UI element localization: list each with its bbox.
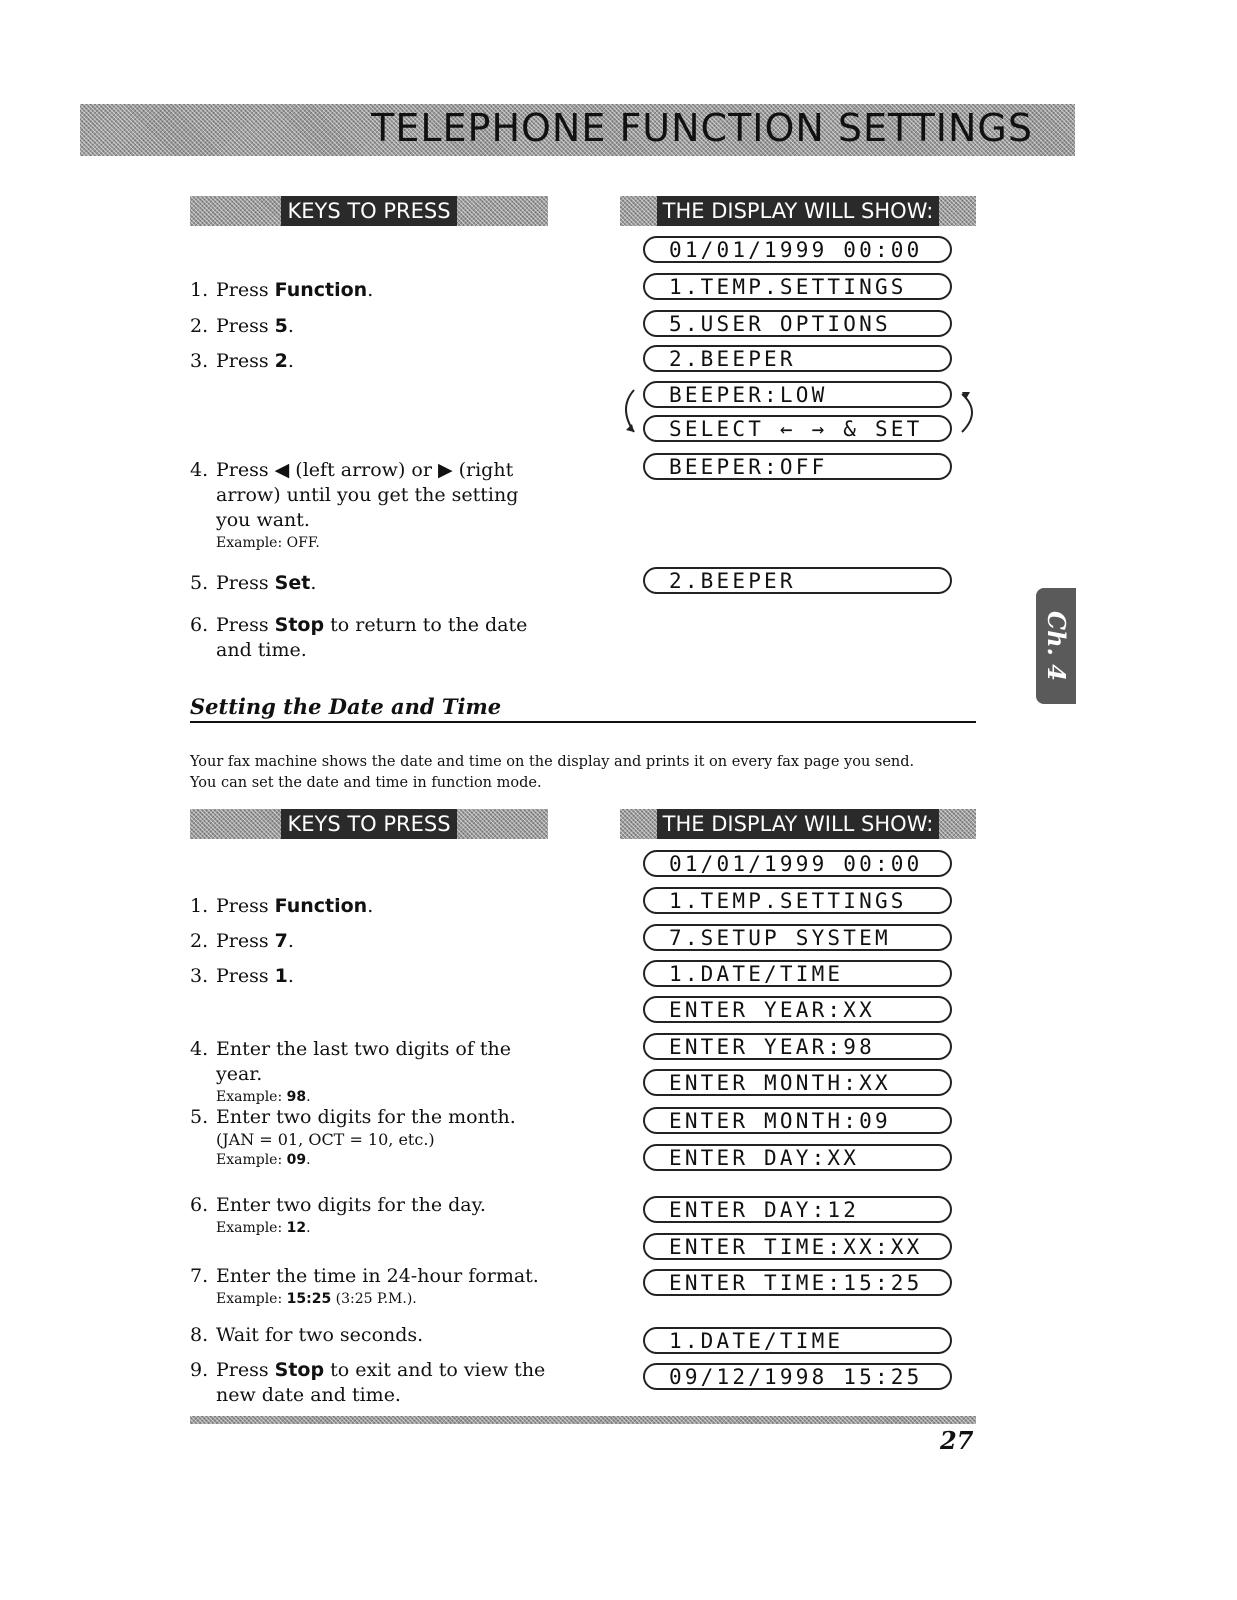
step-key: Function bbox=[274, 279, 368, 301]
lcd-display bbox=[643, 345, 952, 372]
step-example bbox=[216, 1087, 548, 1107]
lcd-text: 01/01/1999 00:00 bbox=[669, 852, 923, 876]
lcd-text: ENTER DAY:12 bbox=[669, 1198, 860, 1222]
lcd-display bbox=[643, 567, 952, 594]
step-number: 3. bbox=[190, 350, 209, 372]
lcd-display bbox=[643, 1327, 952, 1354]
lcd-display bbox=[643, 1269, 952, 1296]
step-key: Function bbox=[274, 895, 368, 917]
step-text: Press bbox=[216, 1359, 275, 1381]
lcd-text: ENTER DAY:XX bbox=[669, 1146, 860, 1170]
step-number: 7. bbox=[190, 1265, 209, 1287]
step-number: 8. bbox=[190, 1324, 209, 1346]
lcd-display bbox=[643, 887, 952, 914]
step-key: 2 bbox=[274, 350, 288, 372]
step-example: Example: OFF. bbox=[216, 535, 320, 551]
lcd-text: ENTER TIME:XX:XX bbox=[669, 1235, 923, 1259]
step-key: 1 bbox=[274, 965, 288, 987]
lcd-display bbox=[643, 1033, 952, 1060]
lcd-text: ENTER MONTH:XX bbox=[669, 1071, 891, 1095]
example-suffix: . bbox=[306, 1220, 311, 1236]
step-text: to exit and to view the new date and time. bbox=[216, 1359, 546, 1406]
step-text: Press bbox=[216, 350, 275, 372]
step-text: . bbox=[287, 930, 294, 952]
step-number: 5. bbox=[190, 572, 209, 594]
example-prefix: Example: bbox=[216, 1089, 287, 1105]
step-number: 1. bbox=[190, 895, 209, 917]
alternate-arrow-right-icon bbox=[952, 386, 986, 438]
step-number: 2. bbox=[190, 930, 209, 952]
step-text: . bbox=[367, 279, 374, 301]
chapter-tab bbox=[1036, 588, 1076, 704]
step-number: 3. bbox=[190, 965, 209, 987]
keys-to-press-label: KEYS TO PRESS bbox=[281, 809, 456, 839]
lcd-text: 7.SETUP SYSTEM bbox=[669, 926, 891, 950]
example-value: 98 bbox=[286, 1089, 307, 1105]
step-key: Stop bbox=[274, 1359, 325, 1381]
lcd-text: 1.TEMP.SETTINGS bbox=[669, 275, 907, 299]
intro-line: You can set the date and time in function mode. bbox=[190, 775, 542, 791]
step-key: 5 bbox=[274, 315, 288, 337]
lcd-text: ENTER MONTH:09 bbox=[669, 1109, 891, 1133]
step-text: Enter two digits for the month. bbox=[216, 1106, 516, 1128]
step-text: Press bbox=[216, 930, 275, 952]
step-text: . bbox=[310, 572, 317, 594]
keys-to-press-header bbox=[190, 196, 548, 226]
lcd-text: BEEPER:LOW bbox=[669, 383, 828, 407]
lcd-text: ENTER TIME:15:25 bbox=[669, 1271, 923, 1295]
step-note: (JAN = 01, OCT = 10, etc.) bbox=[216, 1130, 435, 1149]
page-header-title: TELEPHONE FUNCTION SETTINGS bbox=[371, 106, 1033, 150]
step-key: Stop bbox=[274, 614, 325, 636]
step-number: 9. bbox=[190, 1359, 209, 1381]
step-text: Press bbox=[216, 965, 275, 987]
step-number: 1. bbox=[190, 279, 209, 301]
step-number: 4. bbox=[190, 1038, 209, 1060]
step-text: Enter the time in 24-hour format. bbox=[216, 1265, 539, 1287]
step-text: Enter two digits for the day. bbox=[216, 1194, 486, 1216]
step-text: Press bbox=[216, 572, 275, 594]
lcd-display bbox=[643, 1196, 952, 1223]
step-key: 7 bbox=[274, 930, 288, 952]
step-text: to return to the date and time. bbox=[216, 614, 528, 661]
example-prefix: Example: bbox=[216, 1291, 287, 1307]
lcd-display bbox=[643, 1107, 952, 1134]
step-text: Enter the last two digits of the year. bbox=[216, 1038, 512, 1085]
example-value: 15:25 bbox=[286, 1291, 332, 1307]
lcd-display bbox=[643, 850, 952, 877]
example-suffix: . bbox=[306, 1089, 311, 1105]
lcd-display bbox=[643, 1233, 952, 1260]
step-text: Press bbox=[216, 279, 275, 301]
section-rule bbox=[190, 721, 976, 723]
step-text: Press bbox=[216, 895, 275, 917]
section-intro bbox=[190, 752, 990, 794]
display-will-show-header bbox=[620, 809, 976, 839]
step-text: . bbox=[287, 965, 294, 987]
lcd-display bbox=[643, 1069, 952, 1096]
step-text: . bbox=[287, 315, 294, 337]
header-band bbox=[80, 104, 1075, 156]
lcd-display bbox=[643, 381, 952, 408]
step-example bbox=[216, 1289, 548, 1309]
lcd-text: SELECT ← → & SET bbox=[669, 417, 923, 441]
intro-line: Your fax machine shows the date and time on the display and prints it on every fax page you send. bbox=[190, 754, 915, 770]
lcd-text: ENTER YEAR:XX bbox=[669, 998, 875, 1022]
lcd-display bbox=[643, 453, 952, 480]
lcd-display bbox=[643, 273, 952, 300]
lcd-text: 2.BEEPER bbox=[669, 569, 796, 593]
step-number: 6. bbox=[190, 1194, 209, 1216]
lcd-text: 09/12/1998 15:25 bbox=[669, 1365, 923, 1389]
lcd-display bbox=[643, 1363, 952, 1390]
step-text: Press bbox=[216, 315, 275, 337]
display-will-show-header bbox=[620, 196, 976, 226]
step-number: 4. bbox=[190, 459, 209, 481]
lcd-display bbox=[643, 1144, 952, 1171]
lcd-display bbox=[643, 924, 952, 951]
lcd-text: 1.DATE/TIME bbox=[669, 1329, 844, 1353]
lcd-display bbox=[643, 310, 952, 337]
display-will-show-label: THE DISPLAY WILL SHOW: bbox=[657, 809, 940, 839]
example-value: 12 bbox=[286, 1220, 307, 1236]
lcd-text: BEEPER:OFF bbox=[669, 455, 828, 479]
lcd-text: 5.USER OPTIONS bbox=[669, 312, 891, 336]
lcd-text: 2.BEEPER bbox=[669, 347, 796, 371]
lcd-text: 01/01/1999 00:00 bbox=[669, 238, 923, 262]
step-text: Wait for two seconds. bbox=[216, 1324, 424, 1346]
step-text: . bbox=[287, 350, 294, 372]
keys-to-press-header bbox=[190, 809, 548, 839]
step-number: 6. bbox=[190, 614, 209, 636]
chapter-tab-label: Ch. 4 bbox=[1042, 611, 1071, 681]
keys-to-press-label: KEYS TO PRESS bbox=[281, 196, 456, 226]
lcd-display bbox=[643, 960, 952, 987]
step-text: Press bbox=[216, 614, 275, 636]
step-example bbox=[216, 1150, 548, 1170]
example-prefix: Example: bbox=[216, 1152, 287, 1168]
lcd-display bbox=[643, 236, 952, 263]
page-number: 27 bbox=[940, 1426, 974, 1455]
alternate-arrow-left-icon bbox=[612, 386, 646, 438]
footer-bar bbox=[190, 1416, 976, 1424]
step-key: Set bbox=[274, 572, 311, 594]
display-will-show-label: THE DISPLAY WILL SHOW: bbox=[657, 196, 940, 226]
example-suffix: (3:25 P.M.). bbox=[331, 1291, 417, 1307]
example-value: 09 bbox=[286, 1152, 307, 1168]
step-example bbox=[216, 1218, 548, 1238]
lcd-display bbox=[643, 415, 952, 442]
example-suffix: . bbox=[306, 1152, 311, 1168]
step-text: . bbox=[367, 895, 374, 917]
step-number: 5. bbox=[190, 1106, 209, 1128]
section-title: Setting the Date and Time bbox=[190, 694, 502, 719]
lcd-text: ENTER YEAR:98 bbox=[669, 1035, 875, 1059]
step-number: 2. bbox=[190, 315, 209, 337]
step-text: Press ◀ (left arrow) or ▶ (right arrow) until you get the setting you want. bbox=[216, 459, 519, 531]
lcd-display bbox=[643, 996, 952, 1023]
lcd-text: 1.TEMP.SETTINGS bbox=[669, 889, 907, 913]
lcd-text: 1.DATE/TIME bbox=[669, 962, 844, 986]
example-prefix: Example: bbox=[216, 1220, 287, 1236]
